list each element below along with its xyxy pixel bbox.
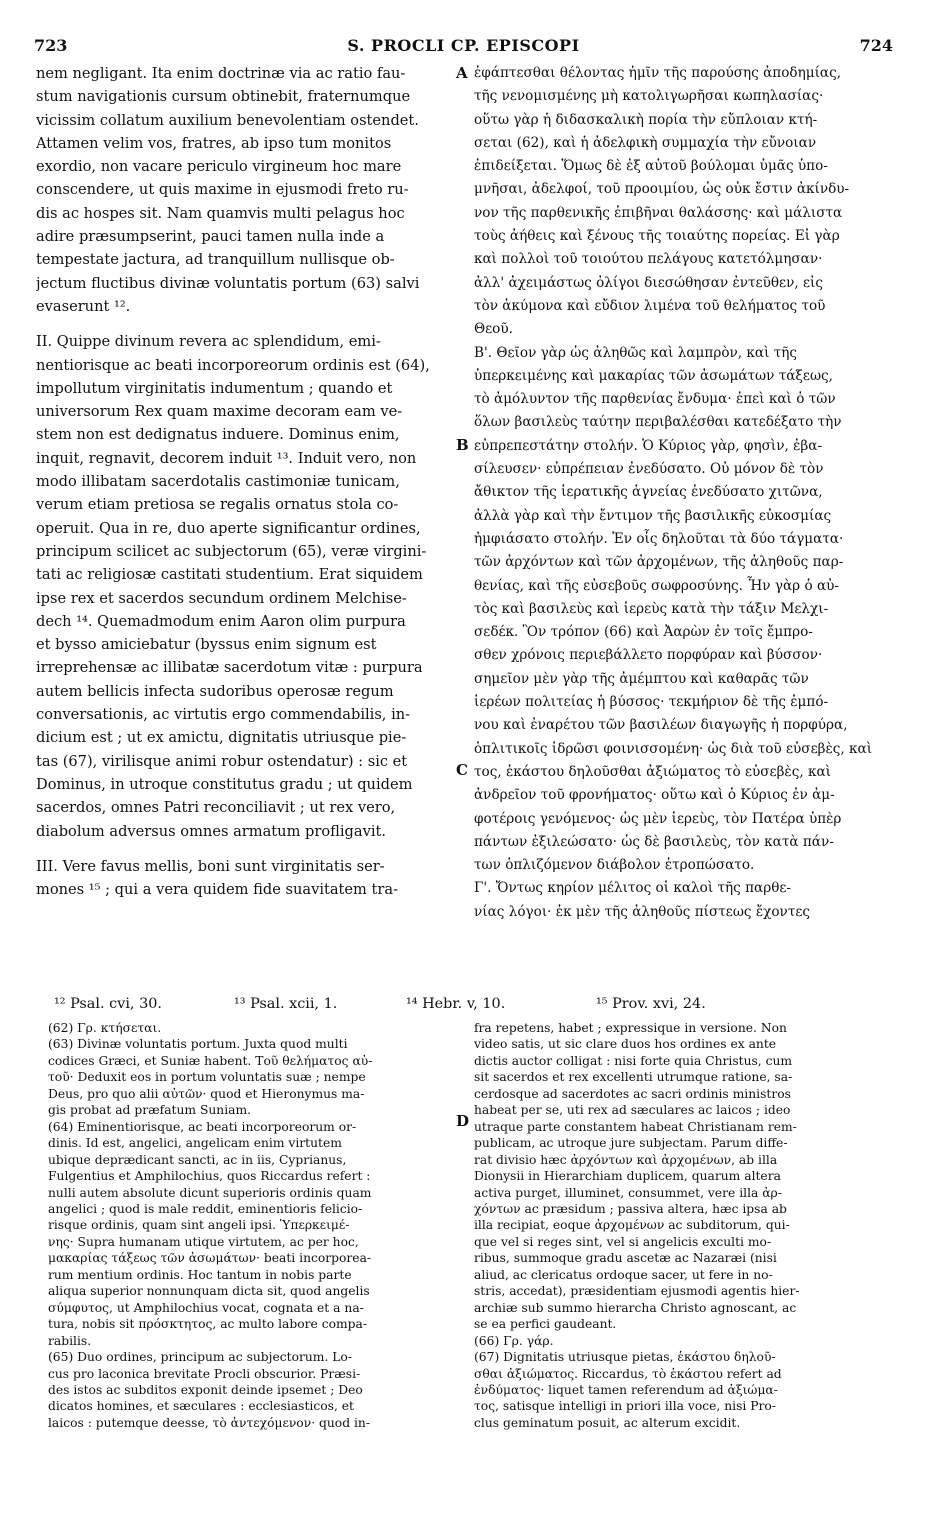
greek-text-line: σθεν χρόνοις περιεβάλλετο πορφύραν καὶ βύσσον· (474, 647, 823, 664)
note-line: (66) Γρ. γάρ. (474, 1333, 554, 1348)
latin-text-line: universorum Rex quam maxime decoram eam ve- (36, 403, 403, 421)
greek-text-line: ἐφάπτεσθαι θέλοντας ἡμῖν τῆς παρούσης ἀποδημίας, (474, 65, 842, 81)
note-line: (65) Duo ordines, principum ac subjectorum. Lo- (48, 1350, 352, 1365)
note-line: ubique deprædicant sancti, ac in iis, Cyprianus, (48, 1152, 347, 1167)
note-line: dinis. Id est, angelici, angelicam enim virtutem (48, 1136, 342, 1151)
greek-text-line: νίας λόγοι· ἐκ μὲν τῆς ἀληθοῦς πίστεως ἔχοντες (474, 903, 811, 920)
latin-text-line: mones ¹⁵ ; qui a vera quidem fide suavitatem tra- (36, 881, 399, 899)
greek-text-line: μνῆσαι, ἀδελφοί, τοῦ προοιμίου, ὡς οὐκ ἔστιν ἀκίνδυ- (474, 181, 850, 198)
greek-text-line: Γ'. Ὄντως κηρίον μέλιτος οἱ καλοὶ τῆς παρθε- (474, 880, 792, 897)
paragraph-gap (36, 843, 450, 855)
note-line: νης· Supra humanam utique virtutem, ac per hoc, (48, 1234, 359, 1249)
latin-text-line: jectum fluctibus divinæ voluntatis portum (63) salvi (36, 274, 420, 292)
greek-text-line: τὸν ἀκύμονα καὶ εὔδιον λιμένα τοῦ θελήματος τοῦ (474, 297, 826, 314)
latin-text-line: impollutum virginitatis indumentum ; quando et (36, 379, 393, 397)
note-line: aliqua superior nonnunquam dicta sit, quod angelis (48, 1284, 370, 1299)
greek-text-line: τοὺς ἀήθεις καὶ ξένους τῆς τοιαύτης πορείας. Εἰ γὰρ (474, 228, 840, 245)
latin-text-line: Attamen velim vos, fratres, ab ipso tum monitos (36, 134, 392, 152)
latin-text-line: sacerdos, omnes Patri reconciliavit ; ut rex vero, (36, 799, 396, 817)
note-line: archiæ sub summo hierarcha Christo agnoscant, ac (474, 1300, 797, 1315)
greek-text-line: ἀλλὰ γὰρ καὶ τὴν ἔντιμον τῆς βασιλικῆς εὐκοσμίας (474, 507, 832, 524)
footnote-ref: ¹⁴ Hebr. v, 10. (406, 996, 506, 1012)
latin-text-line: principum scilicet ac subjectorum (65), veræ virgini- (36, 542, 427, 560)
margin-letter-d: D (456, 1112, 470, 1130)
note-line: χόντων ac præsidum ; passiva altera, hæc ipsa ab (474, 1201, 787, 1216)
latin-text-line: dis ac hospes sit. Nam quamvis multi pelagus hoc (36, 204, 405, 222)
greek-text-line: ἄθικτον τῆς ἱερατικῆς ἁγνείας ἐνεδύσατο χιτῶνα, (474, 484, 823, 501)
note-line: rabilis. (48, 1333, 92, 1348)
note-line: (64) Eminentiorisque, ac beati incorporeorum or- (48, 1119, 357, 1134)
latin-text-line: dicium est ; ut ex amictu, dignitatis utriusque pie- (36, 729, 407, 747)
latin-text-line: diabolum adversus omnes armatum profligavit. (36, 822, 387, 840)
footnote-ref: ¹³ Psal. xcii, 1. (234, 996, 338, 1012)
note-line: Fulgentius et Amphilochius, quos Riccardus refert : (48, 1169, 371, 1184)
page-number-right: 724 (859, 36, 893, 55)
greek-text-line: των ὁπλιζόμενον διάβολον ἐτροπώσατο. (474, 857, 755, 874)
notes-right-column (474, 1020, 894, 1431)
greek-text-line: θενίας, καὶ τῆς εὐσεβοῦς σωφροσύνης. Ἦν γὰρ ὁ αὐ- (474, 577, 839, 594)
latin-text-line: conscendere, ut quis maxime in ejusmodi freto ru- (36, 181, 409, 199)
note-line: activa purget, illuminet, consummet, vere illa ἀρ- (474, 1185, 782, 1200)
note-line: clus geminatum posuit, ac alterum excidit. (474, 1415, 741, 1430)
footnote-ref: ¹² Psal. cvi, 30. (54, 996, 162, 1012)
greek-text-line: ὑπερκειμένης καὶ μακαρίας τῶν ἀσωμάτων τάξεως, (474, 367, 833, 384)
note-line: que vel si reges sint, vel si angelicis exculti mo- (474, 1234, 772, 1249)
latin-text-line: verum etiam pretiosa se regalis ornatus stola co- (36, 496, 399, 514)
note-line: (63) Divinæ voluntatis portum. Juxta quod multi (48, 1037, 348, 1052)
latin-text-line: stem non est dedignatus induere. Dominus enim, (36, 426, 400, 444)
note-line: illa recipiat, eoque ἀρχομένων ac subditorum, qui- (474, 1218, 790, 1233)
note-line: σύμφυτος, ut Amphilochius vocat, cognata et a na- (48, 1300, 364, 1315)
latin-text-line: Dominus, in utroque constitutus gradu ; ut quidem (36, 775, 413, 793)
note-line: des istos ac subditos exponit deinde ipsemet ; Deo (48, 1382, 363, 1397)
note-line: μακαρίας τάξεως τῶν ἀσωμάτων· beati incorporea- (48, 1251, 372, 1266)
greek-text-line: νον τῆς παρθενικῆς ἐπιβῆναι θαλάσσης· καὶ μάλιστα (474, 204, 843, 221)
note-line: (67) Dignitatis utriusque pietas, ἑκάστου δηλοῦ- (474, 1350, 776, 1365)
greek-text-line: φοτέροις γενόμενος· ὡς μὲν ἱερεὺς, τὸν Πατέρα ὑπὲρ (474, 810, 842, 827)
latin-text-line: II. Quippe divinum revera ac splendidum, emi- (36, 333, 381, 351)
note-line: utraque parte constantem habeat Christianam rem- (474, 1119, 797, 1134)
greek-text-line: πάντων ἐξιλεώσατο· ὡς δὲ βασιλεὺς, τὸν κατὰ πάν- (474, 833, 834, 850)
latin-text-line: inquit, regnavit, decorem induit ¹³. Induit vero, non (36, 449, 417, 467)
latin-text-line: tas (67), virilisque animi robur ostendatur) : sic et (36, 752, 408, 770)
note-line: habeat per se, uti rex ad sæculares ac laicos ; ideo (474, 1103, 791, 1118)
greek-text-line: τος, ἑκάστου δηλοῦσθαι ἀξιώματος τὸ εὐσεβὲς, καὶ (474, 763, 831, 780)
greek-text-line: εὐπρεπεστάτην στολήν. Ὁ Κύριος γὰρ, φησὶν, ἐβα- (474, 437, 823, 454)
note-line: risque ordinis, quam sint angeli ipsi. Ὑπερκειμέ- (48, 1218, 350, 1233)
latin-text-line: adire præsumpserint, pauci tamen nulla inde a (36, 228, 385, 246)
greek-text-line: ἀλλ' ἀχειμάστως ὀλίγοι διεσώθησαν ἐντεῦθεν, εἰς (474, 274, 823, 291)
greek-text-line: Β'. Θεῖον γὰρ ὡς ἀληθῶς καὶ λαμπρὸν, καὶ τῆς (474, 344, 798, 361)
greek-text-line: οὕτω γὰρ ἡ διδασκαλικὴ πορία τὴν εὔπλοιαν κτή- (474, 111, 818, 128)
latin-text-line: dech ¹⁴. Quemadmodum enim Aaron olim purpura (36, 612, 406, 630)
greek-text-line: ἐπιδείξεται. Ὅμως δὲ ἐξ αὐτοῦ βούλομαι ὑμᾶς ὑπο- (474, 158, 828, 175)
note-line: angelici ; quod is male reddit, eminentioris felicio- (48, 1201, 363, 1216)
paragraph-gap (36, 318, 450, 330)
latin-text-line: III. Vere favus mellis, boni sunt virginitatis ser- (36, 857, 385, 875)
latin-text-line: operuit. Qua in re, duo aperte significantur ordines, (36, 519, 421, 537)
latin-text-line: stum navigationis cursum obtinebit, fraternumque (36, 88, 411, 106)
note-line: σθαι ἀξιώματος. Riccardus, τὸ ἑκάστου refert ad (474, 1366, 782, 1381)
latin-text-line: evaserunt ¹². (36, 297, 131, 315)
note-line: τος, satisque intelligi in priori illa voce, nisi Pro- (474, 1399, 776, 1414)
latin-text-line: irreprehensæ ac illibatæ sacerdotum vitæ : purpura (36, 659, 423, 677)
running-header (34, 36, 893, 60)
greek-text-line: τὸ ἀμόλυντον τῆς παρθενίας ἔνδυμα· ἐπεὶ καὶ ὁ τῶν (474, 391, 836, 408)
note-line: Dionysii in Hierarchiam duplicem, quarum altera (474, 1169, 781, 1184)
note-line: rat divisio hæc ἀρχόντων καὶ ἀρχομένων, ab illa (474, 1152, 778, 1167)
greek-text-line: Θεοῦ. (474, 321, 513, 338)
greek-text-line: νου καὶ ἐναρέτου τῶν βασιλέων διαγωγῆς ἡ πορφύρα, (474, 717, 848, 734)
note-line: cus pro laconica brevitate Procli obscurior. Præsi- (48, 1366, 361, 1381)
note-line: codices Græci, et Suniæ habent. Τοῦ θελήματος αὐ- (48, 1053, 373, 1068)
margin-letter-c: C (456, 761, 468, 779)
note-line: Deus, pro quo alii αὐτῶν· quod et Hieronymus ma- (48, 1086, 365, 1101)
note-line: rum mentium ordinis. Hoc tantum in nobis parte (48, 1267, 352, 1282)
note-line: ἐνδύματος· liquet tamen referendum ad ἀξιώμα- (474, 1382, 778, 1397)
note-line: dictis auctor colligat : nisi forte quia Christus, cum (474, 1053, 793, 1068)
greek-text-line: σίλευσεν· εὐπρέπειαν ἐνεδύσατο. Οὐ μόνον δὲ τὸν (474, 461, 824, 478)
latin-text-line: nem negligant. Ita enim doctrinæ via ac ratio fau- (36, 65, 406, 82)
note-line: laicos : putemque deesse, τὸ ἀντεχόμενον· quod in- (48, 1415, 370, 1430)
latin-text-line: exordio, non vacare periculo virgineum hoc mare (36, 158, 402, 176)
running-title: S. PROCLI CP. EPISCOPI (347, 36, 580, 55)
note-line: cerdosque ad sacerdotes ac sacri ordinis ministros (474, 1086, 791, 1101)
note-line: publicam, ac utroque jure subjectam. Parum diffe- (474, 1136, 788, 1151)
latin-column (36, 62, 450, 901)
notes-left-column (48, 1020, 456, 1431)
greek-text-line: ἠμφιάσατο στολήν. Ἐν οἷς δηλοῦται τὰ δύο τάγματα· (474, 530, 844, 547)
note-line: gis probat ad præfatum Suniam. (48, 1103, 252, 1118)
latin-text-line: modo illibatam sacerdotalis castimoniæ tunicam, (36, 473, 400, 491)
note-line: τοῦ· Deduxit eos in portum voluntatis suæ ; nempe (48, 1070, 366, 1085)
margin-letter-a: A (456, 64, 468, 82)
note-line: fra repetens, habet ; expressique in versione. Non (474, 1021, 787, 1035)
note-line: video satis, ut sic clare duos hos ordines ex ante (474, 1037, 777, 1052)
latin-text-line: autem bellicis infecta sudoribus operosæ regum (36, 682, 394, 700)
latin-text-line: conversationis, ac virtutis ergo commendabilis, in- (36, 706, 411, 724)
margin-letter-b: B (456, 436, 469, 454)
latin-text-line: tempestate jactura, ad tranquillum nullisque ob- (36, 251, 395, 269)
latin-text-line: vicissim collatum auxilium benevolentiam ostendet. (36, 111, 419, 129)
latin-text-line: ipse rex et sacerdos secundum ordinem Melchise- (36, 589, 407, 607)
note-line: dicatos homines, et sæculares : ecclesiasticos, et (48, 1399, 354, 1414)
note-line: se ea perfici gaudeant. (474, 1317, 617, 1332)
greek-column (474, 62, 892, 924)
greek-text-line: σημεῖον μὲν γὰρ τῆς ἀμέμπτου καὶ καθαρᾶς τῶν (474, 670, 809, 687)
greek-text-line: ἀνδρεῖον τοῦ φρονήματος· οὕτω καὶ ὁ Κύριος ἐν ἀμ- (474, 787, 835, 804)
greek-text-line: ἱερέων πολιτείας ἡ βύσσος· τεκμήριον δὲ τῆς ἐμπό- (474, 694, 829, 711)
note-line: (62) Γρ. κτήσεται. (48, 1021, 162, 1035)
note-line: sit sacerdos et rex excellenti utrumque ratione, sa- (474, 1070, 793, 1085)
note-line: stris, accedat), præsidentiam ejusmodi agentis hier- (474, 1284, 800, 1299)
note-line: nulli autem absolute dicunt superioris ordinis quam (48, 1185, 372, 1200)
footnote-ref: ¹⁵ Prov. xvi, 24. (596, 996, 706, 1012)
latin-text-line: et bysso amiciebatur (byssus enim signum est (36, 636, 377, 654)
page-number-left: 723 (34, 36, 68, 55)
greek-text-line: τῶν ἀρχόντων καὶ τῶν ἀρχομένων, τῆς ἀληθοῦς παρ- (474, 554, 844, 571)
greek-text-line: τῆς νενομισμένης μὴ κατολιγωρῆσαι κωπηλασίας· (474, 88, 824, 105)
greek-text-line: σεται (62), καὶ ἡ ἀδελφικὴ συμμαχία τὴν εὔνοιαν (474, 134, 817, 151)
greek-text-line: τὸς καὶ βασιλεὺς καὶ ἱερεὺς κατὰ τὴν τάξιν Μελχι- (474, 600, 829, 617)
note-line: tura, nobis sit πρόσκτητος, ac multo labore compa- (48, 1317, 368, 1332)
greek-text-line: καὶ πολλοὶ τοῦ τοιούτου πελάγους κατετόλμησαν· (474, 251, 823, 268)
latin-text-line: tati ac religiosæ castitati studentium. Erat siquidem (36, 566, 423, 584)
latin-text-line: nentiorisque ac beati incorporeorum ordinis est (64), (36, 356, 430, 374)
greek-text-line: ὅλων βασιλεὺς ταύτην περιβαλέσθαι κατεδέξατο τὴν (474, 414, 842, 431)
note-line: aliud, ac clericatus ordoque sacer, ut fere in no- (474, 1267, 773, 1282)
greek-text-line: σεδέκ. Ὃν τρόπον (66) καὶ Ἀαρὼν ἐν τοῖς ἔμπρο- (474, 624, 813, 641)
greek-text-line: ὁπλιτικοῖς ἱδρῶσι φοινισσομένη· ὡς διὰ τοῦ εὐσεβὲς, καὶ (474, 740, 873, 757)
note-line: ribus, summoque gradu ascetæ ac Nazaræi (nisi (474, 1251, 777, 1266)
